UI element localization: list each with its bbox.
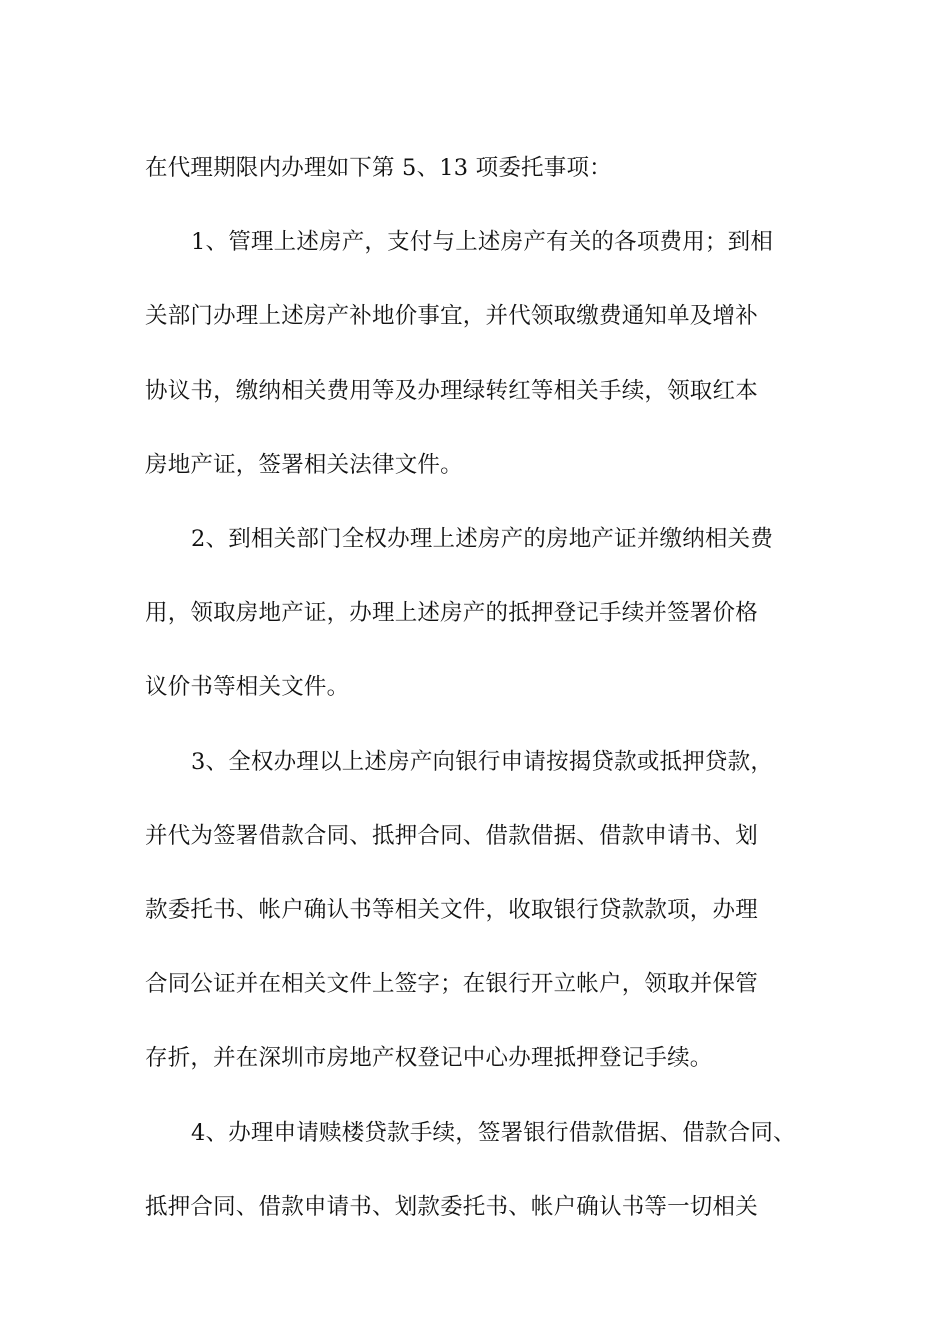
document-body: [145, 131, 835, 1244]
paragraph-intro: 在代理期限内办理如下第 5、13 项委托事项：: [145, 155, 612, 181]
paragraph-item-4: 4、办理申请赎楼贷款手续，签署银行借款借据、借款合同、 抵押合同、借款申请书、划款委托书、帐户确认书等一切相关: [145, 1119, 796, 1220]
paragraph-item-1: 1、管理上述房产，支付与上述房产有关的各项费用；到相 关部门办理上述房产补地价事宜，并代领取缴费通知单及增补 协议书，缴纳相关费用等及办理绿转红等相关手续，领取红本 房地产证，签署相关法律文件。: [145, 229, 774, 478]
paragraph-item-3: 3、全权办理以上述房产向银行申请按揭贷款或抵押贷款， 并代为签署借款合同、抵押合同、借款借据、借款申请书、划 款委托书、帐户确认书等相关文件，收取银行贷款款项，办理 合同公证并在相关文件上签字；在银行开立帐户，领取并保管 存折，并在深圳市房地产权登记中心办理抵押登记手续。: [145, 748, 774, 1072]
paragraph-item-2: 2、到相关部门全权办理上述房产的房地产证并缴纳相关费 用，领取房地产证，办理上述房产的抵押登记手续并签署价格 议价书等相关文件。: [145, 526, 774, 701]
